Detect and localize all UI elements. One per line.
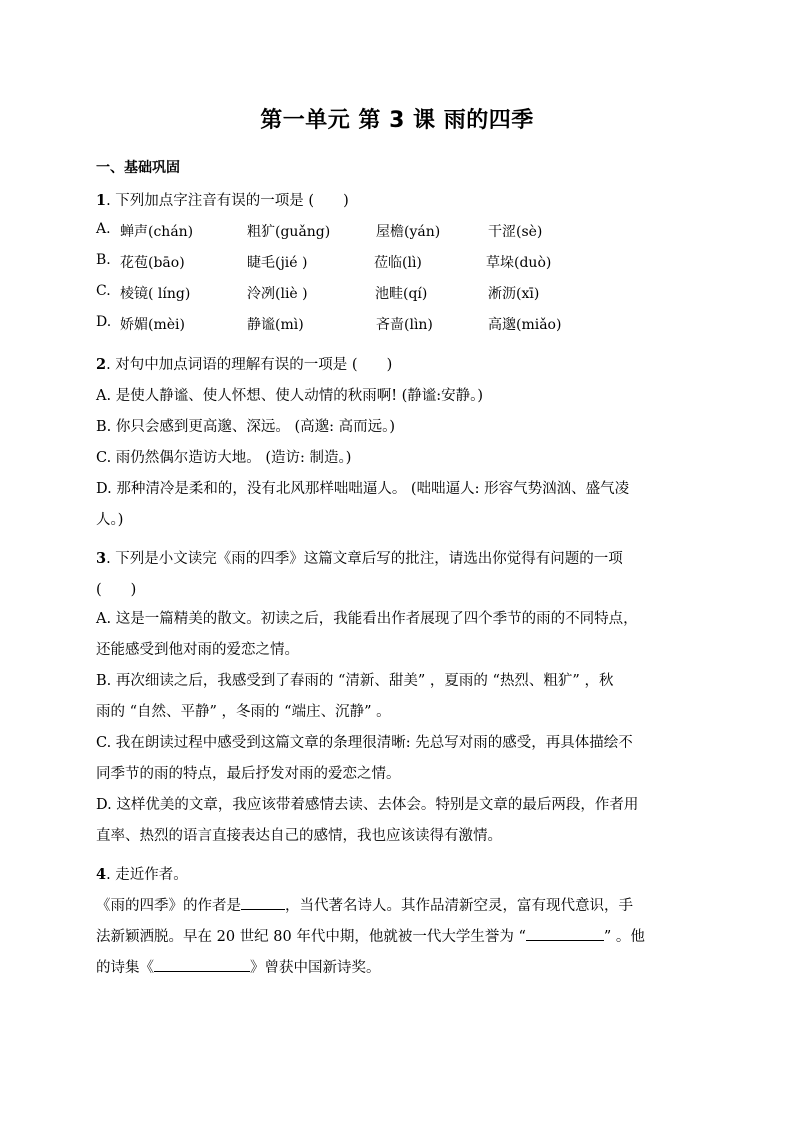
q4-text: 的诗集《	[96, 960, 154, 976]
option-letter: C.	[96, 283, 111, 299]
option-item: 屋檐(yán)	[376, 224, 441, 240]
page-title: 第一单元 第 3 课 雨的四季	[260, 108, 534, 133]
question-text: . 对句中加点词语的理解有误的一项是 ( )	[106, 357, 393, 373]
q3-option-c-cont: 同季节的雨的特点，最后抒发对雨的爱恋之情。	[96, 766, 401, 782]
section-heading: 一、基础巩固	[96, 160, 180, 176]
option-item: 池畦(qí)	[375, 286, 428, 302]
q4-line-3	[96, 956, 381, 977]
option-item: 娇媚(mèi)	[120, 317, 185, 333]
option-item: 草垛(duò)	[486, 255, 552, 271]
option-letter: A.	[96, 221, 111, 237]
option-item: 粗犷(guǎng)	[247, 224, 331, 240]
q3-option-d-cont: 直率、热烈的语言直接表达自己的感情，我也应该读得有激情。	[96, 828, 502, 844]
option-item: 睫毛(jié )	[247, 255, 308, 271]
q4-line-1	[96, 894, 633, 915]
option-item: 蝉声(chán)	[120, 224, 194, 240]
q2-option-b: B. 你只会感到更高邈、深远。 (高邈: 高而远。)	[96, 419, 396, 435]
q3-option-d: D. 这样优美的文章，我应该带着感情去读、去体会。特别是文章的最后两段，作者用	[96, 797, 639, 813]
question-number: 1	[96, 192, 107, 209]
option-item: 泠冽(liè )	[247, 286, 308, 302]
q4-line-2	[96, 925, 645, 946]
option-item: 干涩(sè)	[488, 224, 543, 240]
q3-option-a: A. 这是一篇精美的散文。初读之后，我能看出作者展现了四个季节的雨的不同特点，	[96, 611, 638, 627]
q3-option-b-cont: 雨的 “自然、平静” ，冬雨的 “端庄、沉静” 。	[96, 704, 391, 720]
q2-option-d-cont: 人。)	[96, 512, 124, 528]
question-text: . 走近作者。	[106, 867, 188, 883]
q4-text: ” 。他	[603, 929, 645, 945]
q2-option-d: D. 那种清冷是柔和的，没有北风那样咄咄逼人。 (咄咄逼人: 形容气势汹汹、盛气凌	[96, 481, 630, 497]
question-number: 3	[96, 550, 107, 567]
q2-option-a: A. 是使人静谧、使人怀想、使人动情的秋雨啊! (静谧:安静。)	[96, 388, 484, 404]
nickname-blank[interactable]	[526, 926, 604, 941]
question-3-stem	[96, 547, 623, 568]
poetry-collection-blank[interactable]	[154, 957, 250, 972]
option-letter: B.	[96, 252, 111, 268]
option-item: 棱镜( líng)	[120, 286, 191, 302]
q4-text: 法新颖洒脱。早在 20 世纪 80 年代中期，他就被一代大学生誉为 “	[96, 929, 526, 945]
question-text: . 下列是小文读完《雨的四季》这篇文章后写的批注，请选出你觉得有问题的一项	[106, 551, 623, 567]
q3-option-c: C. 我在朗读过程中感受到这篇文章的条理很清晰: 先总写对雨的感受，再具体描绘不	[96, 735, 633, 751]
option-item: 高邈(miǎo)	[488, 317, 562, 333]
option-item: 莅临(lì)	[374, 255, 422, 271]
question-text: . 下列加点字注音有误的一项是 ( )	[106, 193, 349, 209]
option-item: 花苞(bāo)	[120, 255, 185, 271]
q2-option-c: C. 雨仍然偶尔造访大地。 (造访: 制造。)	[96, 450, 352, 466]
option-item: 淅沥(xī)	[488, 286, 540, 302]
question-number: 4	[96, 866, 107, 883]
q4-text: ，当代著名诗人。其作品清新空灵，富有现代意识，手	[285, 898, 633, 914]
option-item: 吝啬(lìn)	[376, 317, 433, 333]
option-letter: D.	[96, 314, 112, 330]
q4-text: 《雨的四季》的作者是	[96, 898, 241, 914]
q3-option-a-cont: 还能感受到他对雨的爱恋之情。	[96, 642, 299, 658]
question-number: 2	[96, 356, 107, 373]
author-blank[interactable]	[241, 895, 285, 910]
question-3-paren: ( )	[96, 582, 137, 598]
question-2-stem	[96, 353, 392, 374]
option-item: 静谧(mì)	[247, 317, 304, 333]
question-4-stem	[96, 863, 188, 884]
q3-option-b: B. 再次细读之后，我感受到了春雨的 “清新、甜美” ，夏雨的 “热烈、粗犷” ，秋	[96, 673, 614, 689]
q4-text: 》曾获中国新诗奖。	[250, 960, 381, 976]
question-1-stem	[96, 189, 349, 210]
